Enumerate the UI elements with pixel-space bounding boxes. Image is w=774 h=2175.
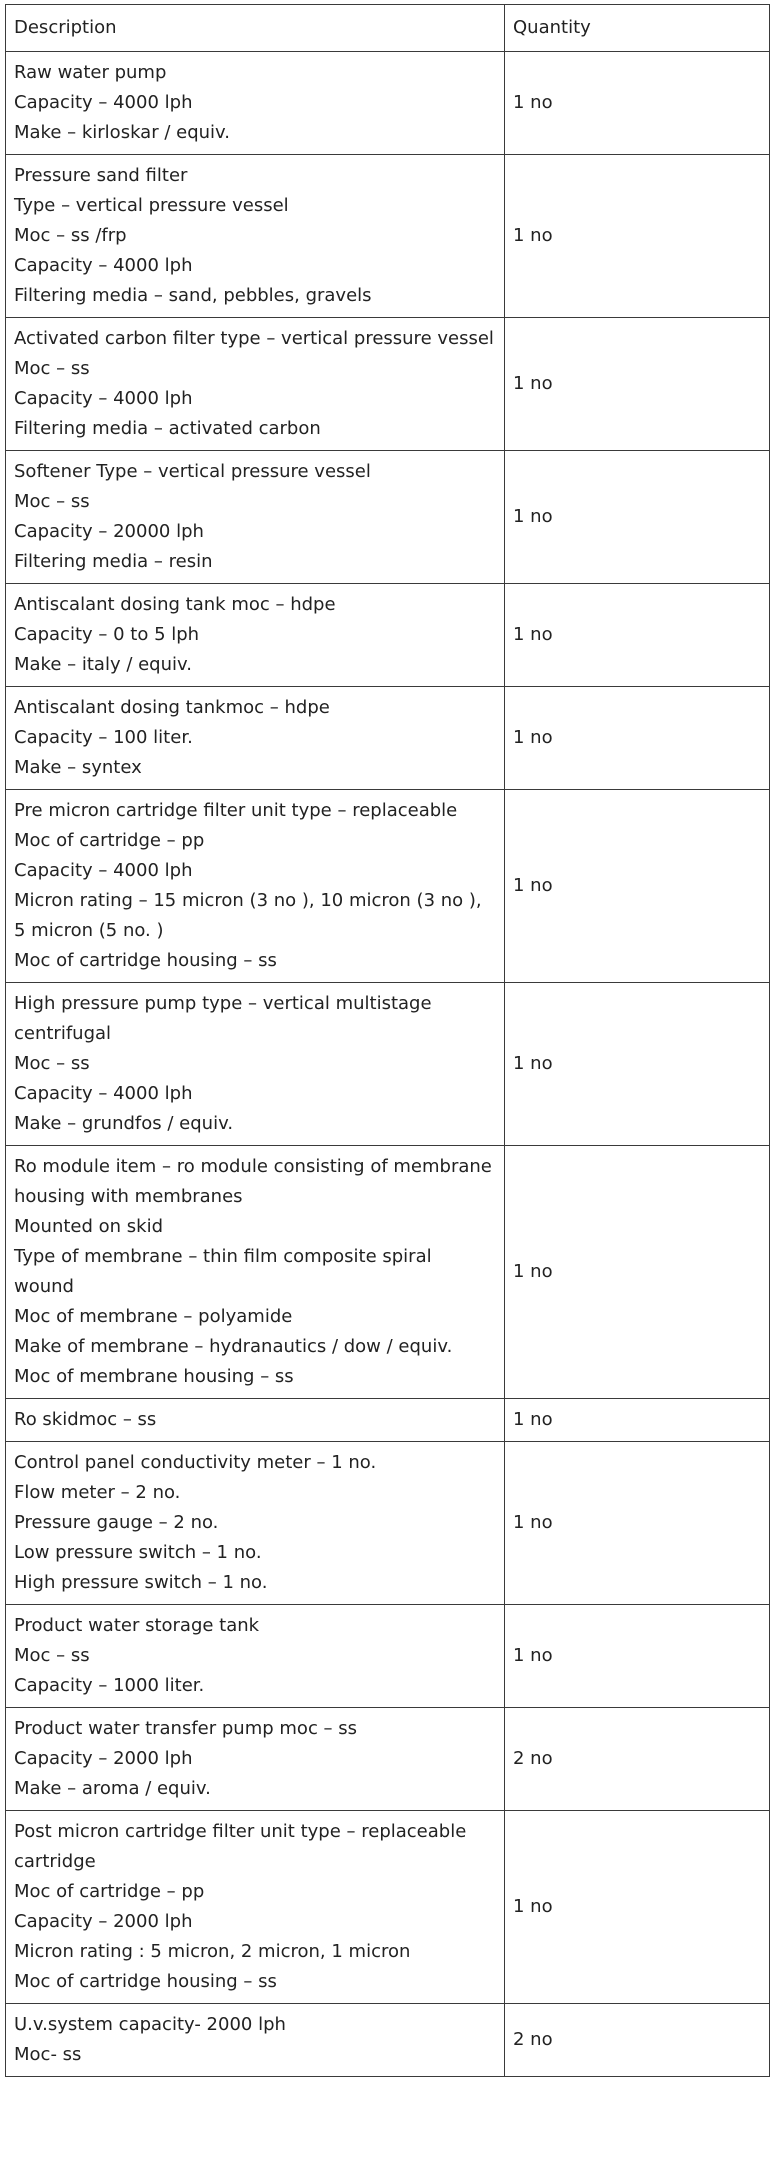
table-row — [6, 584, 770, 687]
description-cell — [6, 1442, 505, 1605]
description-line: Make – syntex — [14, 757, 142, 778]
description-line: Type of membrane – thin film composite spiral wound — [14, 1246, 432, 1297]
quantity-cell: 1 no — [505, 1811, 770, 2004]
description-cell — [6, 2004, 505, 2077]
description-line: Capacity – 0 to 5 lph — [14, 624, 200, 645]
description-line: Softener Type – vertical pressure vessel — [14, 461, 371, 482]
description-line: Capacity – 4000 lph — [14, 255, 193, 276]
description-line: Activated carbon filter type – vertical pressure vessel — [14, 328, 494, 349]
description-line: Capacity – 100 liter. — [14, 727, 193, 748]
description-line: Moc – ss — [14, 1645, 90, 1666]
quantity-cell: 1 no — [505, 155, 770, 318]
quantity-cell: 2 no — [505, 1708, 770, 1811]
description-cell — [6, 790, 505, 983]
description-line: Raw water pump — [14, 62, 167, 83]
table-row — [6, 790, 770, 983]
description-cell — [6, 983, 505, 1146]
description-line: Capacity – 4000 lph — [14, 1083, 193, 1104]
table-row — [6, 1811, 770, 2004]
description-line: Pre micron cartridge filter unit type – replaceable — [14, 800, 458, 821]
quantity-cell: 1 no — [505, 983, 770, 1146]
description-line: Moc- ss — [14, 2044, 82, 2065]
description-line: Ro module item – ro module consisting of membrane housing with membranes — [14, 1156, 492, 1207]
quantity-cell: 2 no — [505, 2004, 770, 2077]
table-row — [6, 1399, 770, 1442]
description-line: Ro skidmoc – ss — [14, 1409, 157, 1430]
table-row — [6, 1605, 770, 1708]
table-row — [6, 983, 770, 1146]
table-row — [6, 1442, 770, 1605]
description-line: Make of membrane – hydranautics / dow / equiv. — [14, 1336, 453, 1357]
description-line: Post micron cartridge filter unit type – replaceable cartridge — [14, 1821, 467, 1872]
description-header: Description — [6, 5, 505, 52]
description-line: Filtering media – activated carbon — [14, 418, 321, 439]
description-line: Moc – ss /frp — [14, 225, 127, 246]
description-line: Pressure gauge – 2 no. — [14, 1512, 219, 1533]
description-line: Make – kirloskar / equiv. — [14, 122, 231, 143]
quantity-cell: 1 no — [505, 1442, 770, 1605]
table-row — [6, 155, 770, 318]
quantity-cell: 1 no — [505, 687, 770, 790]
quantity-cell: 1 no — [505, 318, 770, 451]
description-line: Micron rating : 5 micron, 2 micron, 1 micron — [14, 1941, 411, 1962]
description-line: Capacity – 4000 lph — [14, 388, 193, 409]
quantity-cell: 1 no — [505, 1605, 770, 1708]
quantity-cell: 1 no — [505, 1399, 770, 1442]
description-cell — [6, 1811, 505, 2004]
description-line: Capacity – 1000 liter. — [14, 1675, 205, 1696]
table-row — [6, 52, 770, 155]
description-line: Product water storage tank — [14, 1615, 260, 1636]
quantity-cell: 1 no — [505, 790, 770, 983]
quantity-header: Quantity — [505, 5, 770, 52]
description-cell — [6, 52, 505, 155]
table-body — [6, 52, 770, 2077]
description-line: Moc of cartridge – pp — [14, 1881, 205, 1902]
table-header — [6, 5, 770, 52]
description-cell — [6, 584, 505, 687]
table-row — [6, 318, 770, 451]
description-line: U.v.system capacity- 2000 lph — [14, 2014, 286, 2035]
quantity-cell: 1 no — [505, 1146, 770, 1399]
description-line: Capacity – 2000 lph — [14, 1911, 193, 1932]
description-line: Moc of cartridge housing – ss — [14, 950, 277, 971]
description-line: Low pressure switch – 1 no. — [14, 1542, 262, 1563]
description-line: Filtering media – sand, pebbles, gravels — [14, 285, 372, 306]
description-line: High pressure pump type – vertical multistage centrifugal — [14, 993, 432, 1044]
description-line: Control panel conductivity meter – 1 no. — [14, 1452, 377, 1473]
table-row — [6, 1146, 770, 1399]
description-line: Product water transfer pump moc – ss — [14, 1718, 358, 1739]
description-line: Make – aroma / equiv. — [14, 1778, 211, 1799]
description-line: Moc – ss — [14, 1053, 90, 1074]
description-cell — [6, 318, 505, 451]
description-line: Make – italy / equiv. — [14, 654, 192, 675]
description-cell — [6, 1399, 505, 1442]
table-row — [6, 687, 770, 790]
description-line: Filtering media – resin — [14, 551, 213, 572]
description-line: Antiscalant dosing tank moc – hdpe — [14, 594, 336, 615]
description-line: Flow meter – 2 no. — [14, 1482, 181, 1503]
description-line: Capacity – 20000 lph — [14, 521, 204, 542]
description-line: Moc of cartridge housing – ss — [14, 1971, 277, 1992]
description-line: Type – vertical pressure vessel — [14, 195, 289, 216]
description-cell — [6, 1708, 505, 1811]
quantity-cell: 1 no — [505, 52, 770, 155]
table-row — [6, 451, 770, 584]
header-row — [6, 5, 770, 52]
description-line: Moc – ss — [14, 358, 90, 379]
table-row — [6, 1708, 770, 1811]
description-cell — [6, 687, 505, 790]
description-line: Pressure sand filter — [14, 165, 188, 186]
description-line: Capacity – 4000 lph — [14, 860, 193, 881]
description-line: Moc of membrane housing – ss — [14, 1366, 294, 1387]
description-cell — [6, 1146, 505, 1399]
quantity-cell: 1 no — [505, 451, 770, 584]
quantity-cell: 1 no — [505, 584, 770, 687]
table-row — [6, 2004, 770, 2077]
description-line: High pressure switch – 1 no. — [14, 1572, 268, 1593]
description-line: Moc of cartridge – pp — [14, 830, 205, 851]
description-line: Make – grundfos / equiv. — [14, 1113, 234, 1134]
description-cell — [6, 451, 505, 584]
description-line: Capacity – 2000 lph — [14, 1748, 193, 1769]
description-line: Moc – ss — [14, 491, 90, 512]
description-line: Capacity – 4000 lph — [14, 92, 193, 113]
description-cell — [6, 1605, 505, 1708]
equipment-table — [5, 4, 770, 2077]
description-line: Antiscalant dosing tankmoc – hdpe — [14, 697, 330, 718]
description-line: Mounted on skid — [14, 1216, 164, 1237]
description-line: Micron rating – 15 micron (3 no ), 10 micron (3 no ), 5 micron (5 no. ) — [14, 890, 482, 941]
description-cell — [6, 155, 505, 318]
description-line: Moc of membrane – polyamide — [14, 1306, 293, 1327]
